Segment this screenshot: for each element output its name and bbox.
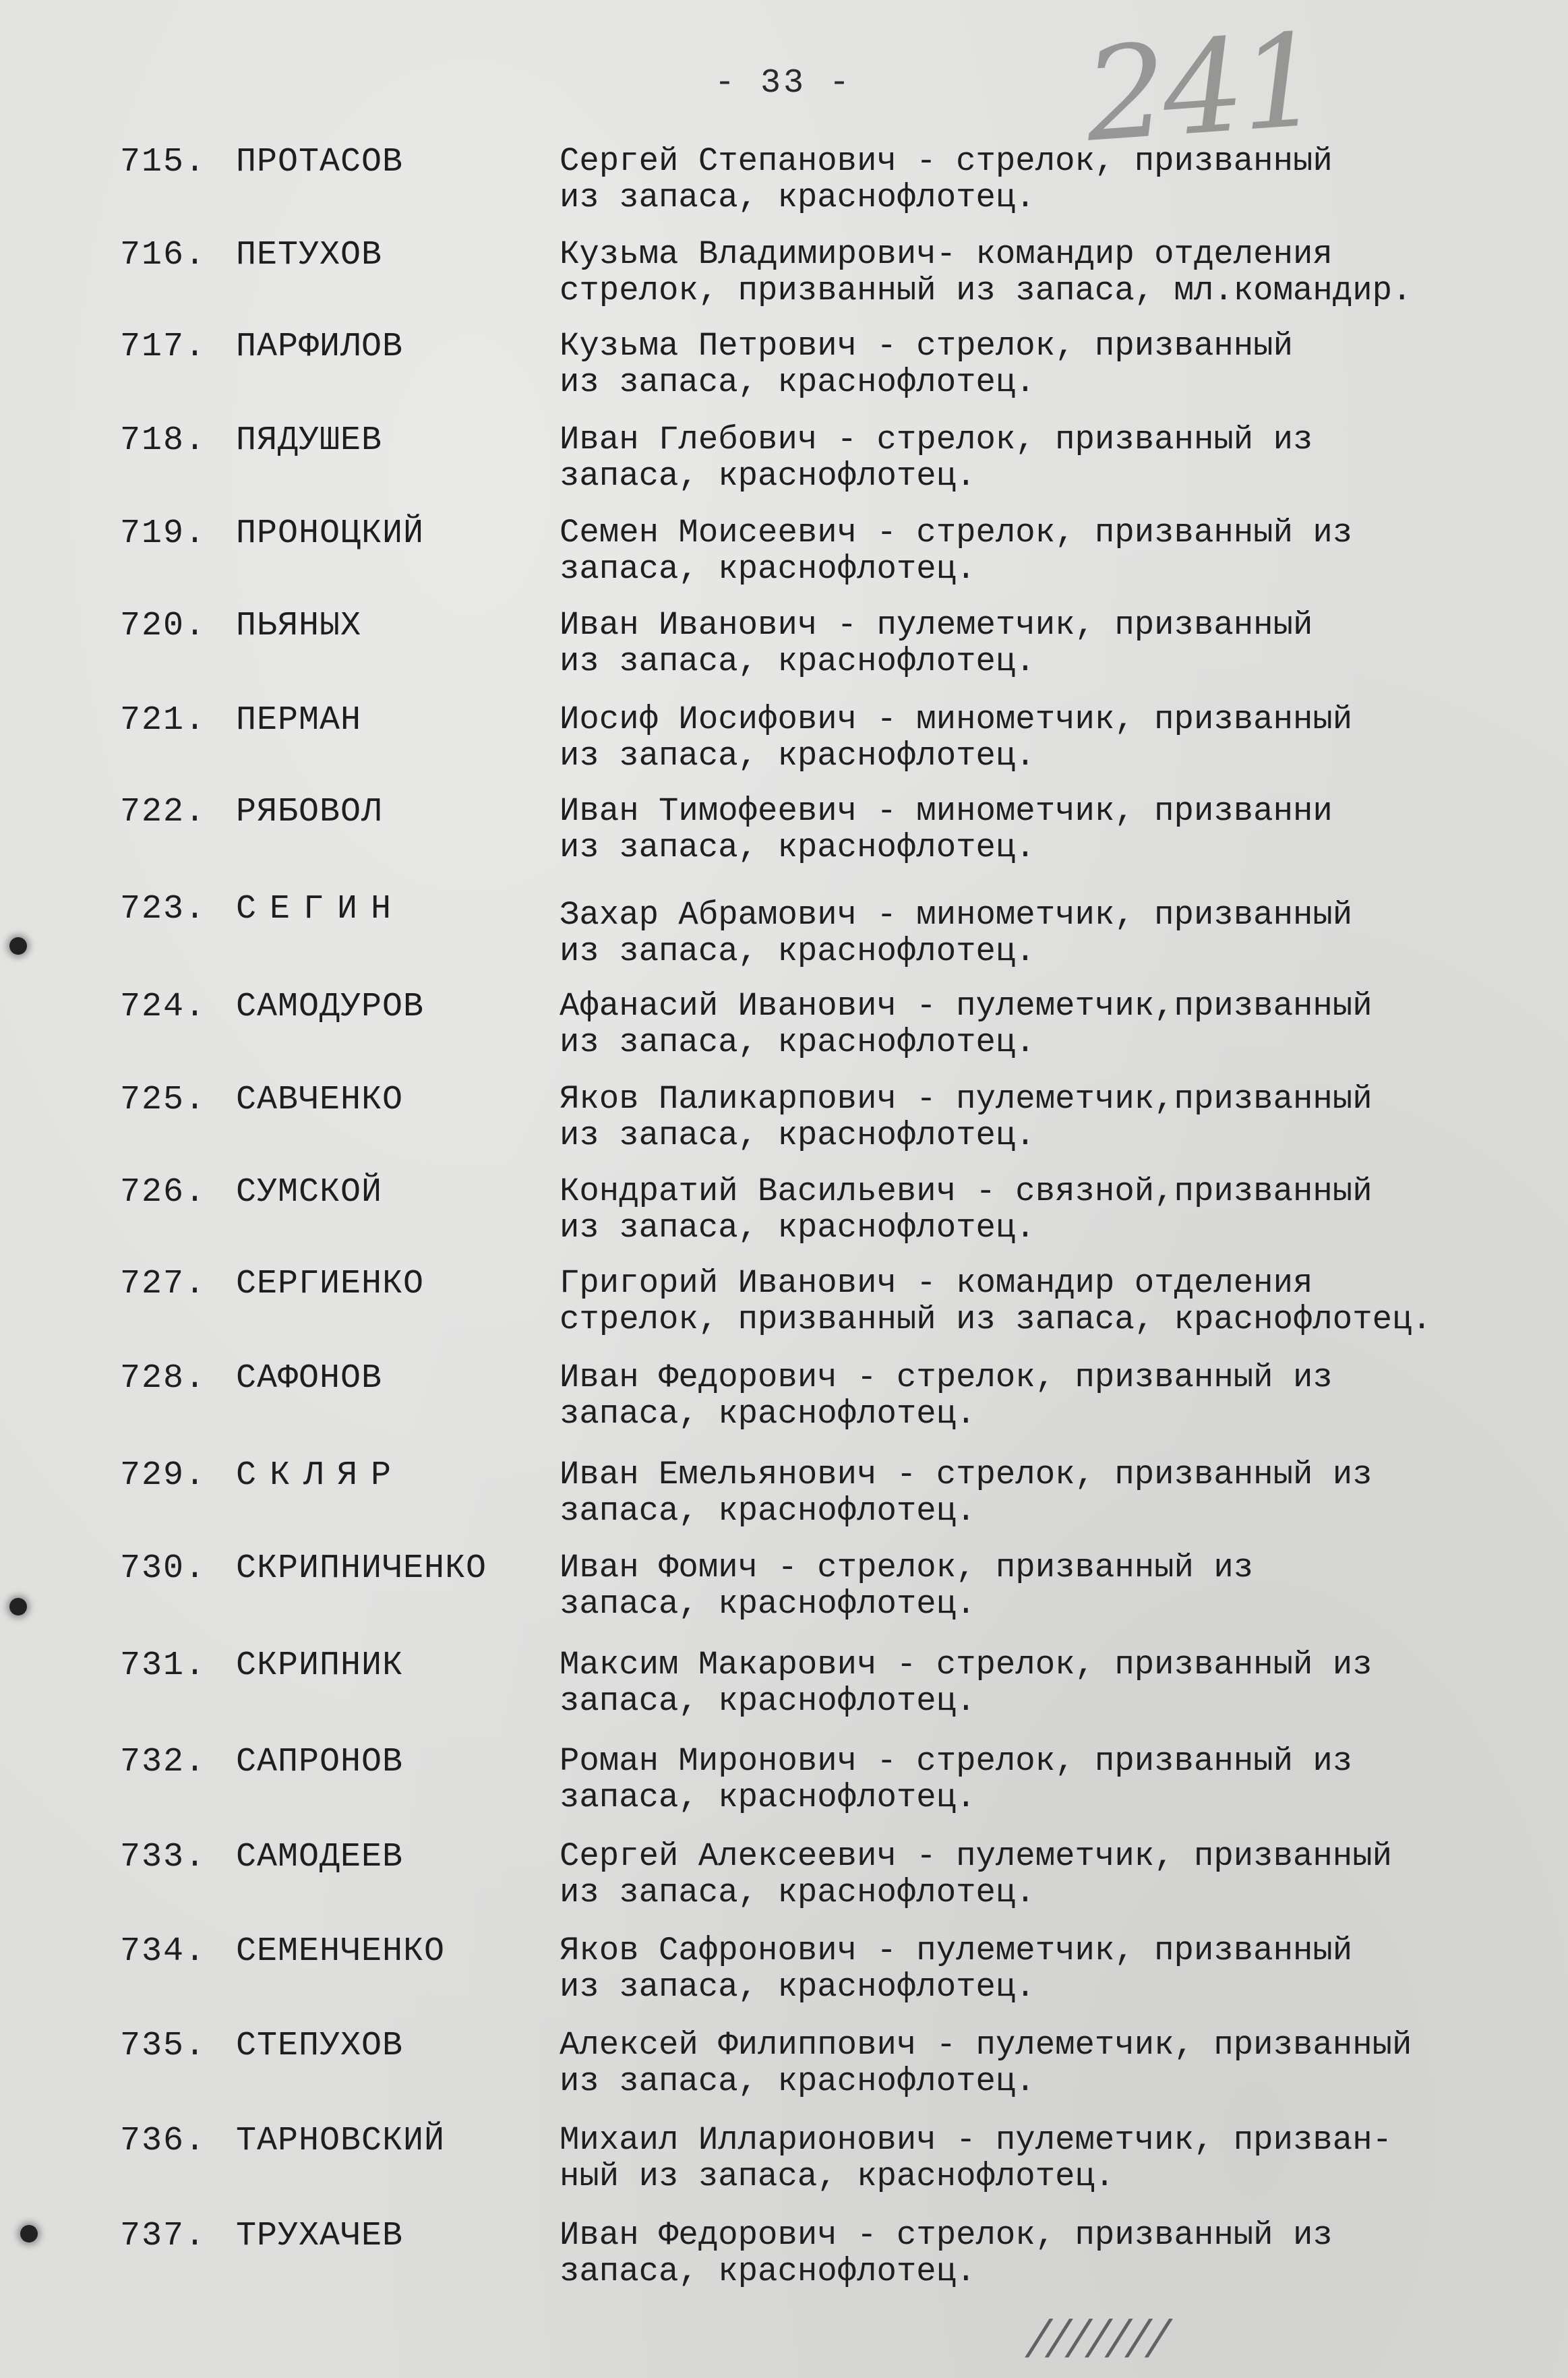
- entry-number: 728.: [120, 1359, 207, 1398]
- entry-description: Захар Абрамович - минометчик, призванный из запаса, краснофлотец.: [560, 896, 1353, 970]
- entry-surname: ПРОНОЦКИЙ: [236, 514, 425, 553]
- entry-description: Алексей Филиппович - пулеметчик, призванный из запаса, краснофлотец.: [560, 2026, 1412, 2100]
- entry-surname: ПЬЯНЫХ: [236, 607, 362, 645]
- entry-number: 730.: [120, 1549, 207, 1588]
- entry-description: Сергей Степанович - стрелок, призванный из запаса, краснофлотец.: [560, 142, 1333, 216]
- entry-description: Иван Тимофеевич - минометчик, призванни из запаса, краснофлотец.: [560, 792, 1333, 866]
- punch-hole: [20, 2225, 38, 2242]
- entry-number: 718.: [120, 421, 207, 460]
- entry-number: 734.: [120, 1932, 207, 1971]
- entry-surname: САМОДУРОВ: [236, 988, 425, 1026]
- list-entry: [0, 1456, 1568, 1537]
- entry-number: 735.: [120, 2027, 207, 2065]
- entry-surname: СУМСКОЙ: [236, 1173, 383, 1212]
- entry-description: Яков Сафронович - пулеметчик, призванный из запаса, краснофлотец.: [560, 1932, 1353, 2006]
- entry-surname: ПЯДУШЕВ: [236, 421, 383, 460]
- entry-description: Иван Федорович - стрелок, призванный из запаса, краснофлотец.: [560, 2216, 1333, 2290]
- list-entry: [0, 2027, 1568, 2108]
- entry-surname: ПРОТАСОВ: [236, 143, 404, 181]
- list-entry: [0, 1646, 1568, 1727]
- entry-number: 732.: [120, 1743, 207, 1781]
- entry-surname: САПРОНОВ: [236, 1743, 404, 1781]
- entry-surname: РЯБОВОЛ: [236, 793, 383, 831]
- punch-hole: [9, 937, 27, 955]
- entry-surname: СКРИПНИК: [236, 1646, 404, 1685]
- entry-description: Иван Фомич - стрелок, призванный из запаса, краснофлотец.: [560, 1549, 1254, 1623]
- entry-surname: САФОНОВ: [236, 1359, 383, 1398]
- archive-number-handwritten: 241: [1080, 5, 1323, 171]
- entry-description: Роман Миронович - стрелок, призванный из запаса, краснофлотец.: [560, 1742, 1353, 1816]
- entry-description: Сергей Алексеевич - пулеметчик, призванный из запаса, краснофлотец.: [560, 1837, 1393, 1911]
- entry-description: Яков Паликарпович - пулеметчик,призванный из запаса, краснофлотец.: [560, 1080, 1373, 1154]
- entry-number: 722.: [120, 793, 207, 831]
- list-entry: [0, 236, 1568, 317]
- entry-number: 727.: [120, 1265, 207, 1303]
- entry-description: Иван Иванович - пулеметчик, призванный из запаса, краснофлотец.: [560, 606, 1313, 680]
- entry-description: Кузьма Петрович - стрелок, призванный из запаса, краснофлотец.: [560, 327, 1293, 401]
- list-entry: [0, 143, 1568, 224]
- entry-surname: СКРИПНИЧЕНКО: [236, 1549, 487, 1588]
- entry-surname: САВЧЕНКО: [236, 1081, 404, 1119]
- list-entry: [0, 328, 1568, 409]
- entry-description: Иван Емельянович - стрелок, призванный из запаса, краснофлотец.: [560, 1456, 1373, 1530]
- entry-surname: СЕРГИЕНКО: [236, 1265, 425, 1303]
- punch-hole: [9, 1598, 27, 1615]
- entry-description: Кузьма Владимирович- командир отделения стрелок, призванный из запаса, мл.командир.: [560, 235, 1412, 309]
- list-entry: [0, 1173, 1568, 1254]
- entry-surname: СТЕПУХОВ: [236, 2027, 404, 2065]
- entry-surname: ПЕТУХОВ: [236, 236, 383, 274]
- list-entry: [0, 988, 1568, 1069]
- entry-surname: ПЕРМАН: [236, 701, 362, 740]
- list-entry: [0, 1359, 1568, 1440]
- entry-number: 716.: [120, 236, 207, 274]
- entry-description: Максим Макарович - стрелок, призванный из запаса, краснофлотец.: [560, 1646, 1373, 1720]
- handwritten-tally-mark: ///////: [1022, 2309, 1180, 2365]
- entry-surname: САМОДЕЕВ: [236, 1838, 404, 1876]
- entry-number: 724.: [120, 988, 207, 1026]
- entry-description: Иосиф Иосифович - минометчик, призванный из запаса, краснофлотец.: [560, 701, 1353, 775]
- list-entry: [0, 890, 1568, 971]
- entry-number: 731.: [120, 1646, 207, 1685]
- entry-description: Кондратий Васильевич - связной,призванный из запаса, краснофлотец.: [560, 1172, 1373, 1247]
- entry-number: 725.: [120, 1081, 207, 1119]
- list-entry: [0, 1081, 1568, 1162]
- list-entry: [0, 607, 1568, 688]
- entry-surname: СКЛЯР: [236, 1456, 405, 1495]
- list-entry: [0, 1838, 1568, 1919]
- entry-number: 737.: [120, 2217, 207, 2255]
- entry-surname: СЕМЕНЧЕНКО: [236, 1932, 446, 1971]
- entry-number: 717.: [120, 328, 207, 366]
- list-entry: [0, 2217, 1568, 2298]
- entry-number: 723.: [120, 890, 207, 928]
- entry-description: Афанасий Иванович - пулеметчик,призванный из запаса, краснофлотец.: [560, 987, 1373, 1061]
- entry-number: 733.: [120, 1838, 207, 1876]
- entry-surname: ТРУХАЧЕВ: [236, 2217, 404, 2255]
- entry-surname: ПАРФИЛОВ: [236, 328, 404, 366]
- entry-description: Иван Глебович - стрелок, призванный из запаса, краснофлотец.: [560, 421, 1313, 495]
- entry-number: 715.: [120, 143, 207, 181]
- page-number: - 33 -: [715, 64, 853, 102]
- list-entry: [0, 514, 1568, 595]
- entry-surname: СЕГИН: [236, 890, 405, 928]
- entry-number: 736.: [120, 2122, 207, 2160]
- entry-number: 721.: [120, 701, 207, 740]
- list-entry: [0, 793, 1568, 874]
- list-entry: [0, 1932, 1568, 2013]
- entry-description: Михаил Илларионович - пулеметчик, призван- ный из запаса, краснофлотец.: [560, 2121, 1393, 2195]
- entry-surname: ТАРНОВСКИЙ: [236, 2122, 446, 2160]
- list-entry: [0, 1743, 1568, 1824]
- list-entry: [0, 1265, 1568, 1346]
- entry-description: Иван Федорович - стрелок, призванный из запаса, краснофлотец.: [560, 1359, 1333, 1433]
- list-entry: [0, 421, 1568, 502]
- list-entry: [0, 701, 1568, 782]
- list-entry: [0, 1549, 1568, 1630]
- entry-number: 720.: [120, 607, 207, 645]
- entry-description: Григорий Иванович - командир отделения стрелок, призванный из запаса, краснофлотец.: [560, 1264, 1432, 1338]
- entry-number: 719.: [120, 514, 207, 553]
- entry-number: 729.: [120, 1456, 207, 1495]
- entry-description: Семен Моисеевич - стрелок, призванный из запаса, краснофлотец.: [560, 514, 1353, 588]
- list-entry: [0, 2122, 1568, 2203]
- entry-number: 726.: [120, 1173, 207, 1212]
